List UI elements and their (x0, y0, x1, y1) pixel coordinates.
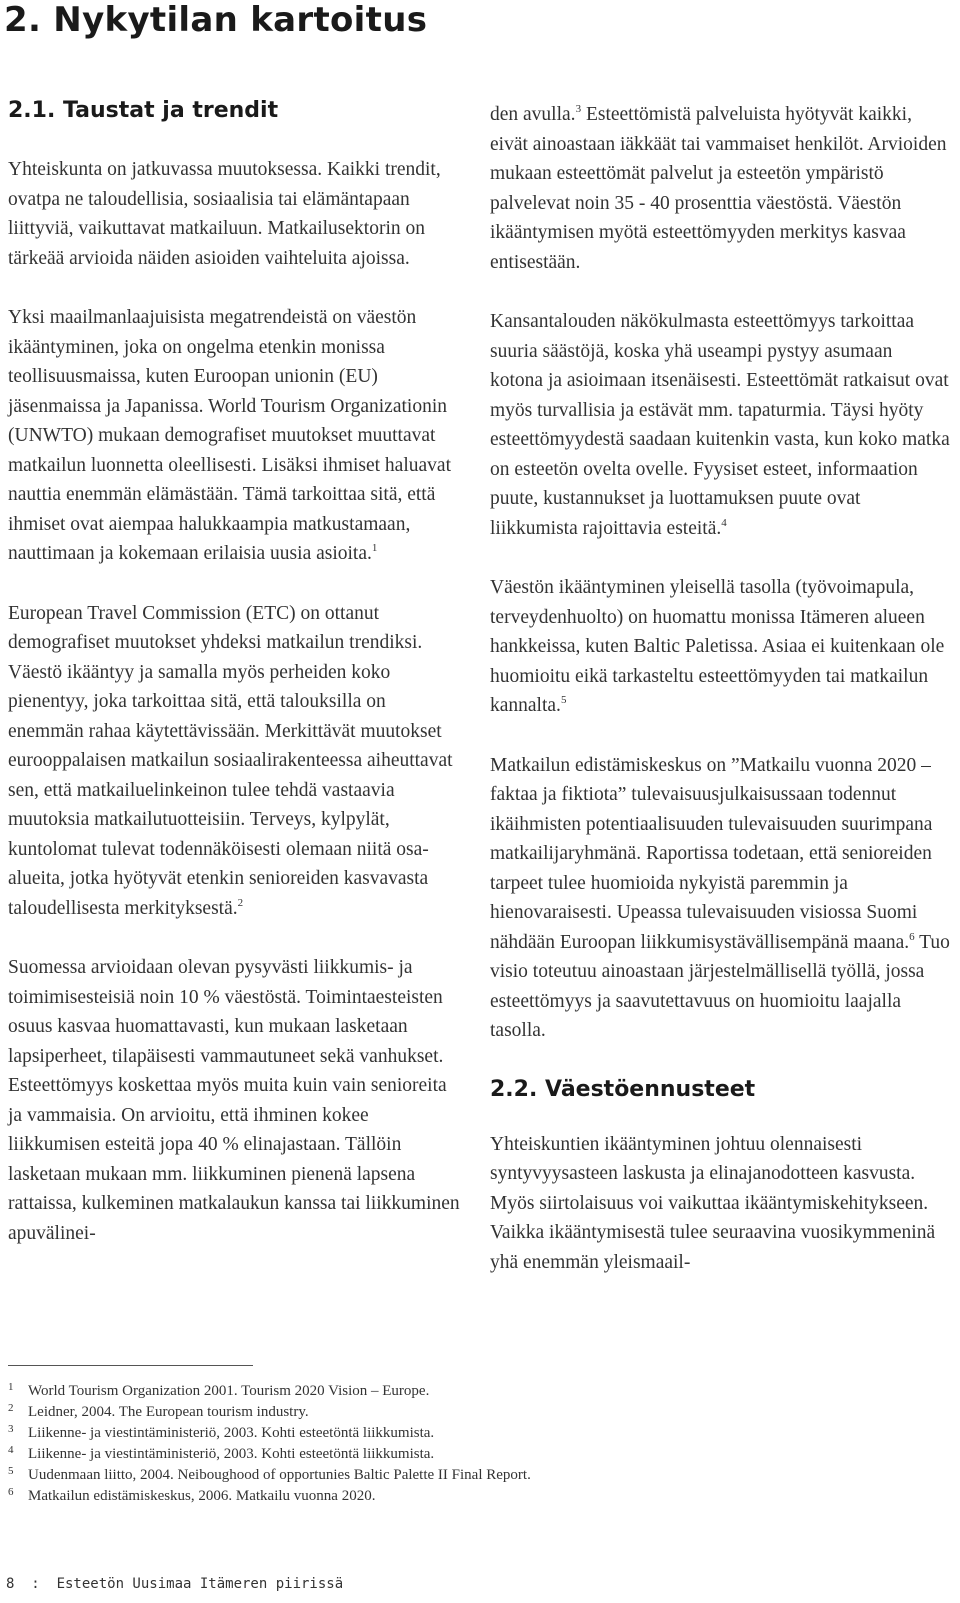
left-column (8, 155, 463, 1248)
section-title-vaestoennusteet: 2.2. Väestöennusteet (490, 1076, 756, 1102)
paragraph: Suomessa arvioidaan olevan pysyvästi liikkumis- ja toimimisesteisiä noin 10 % väestöstä. Toimintaesteisten osuus kasvaa huomattavasti, kun mukaan lasketaan lapsiperheet, tilapäisesti vammautuneet sekä vanhukset. Esteettömyys koskettaa myös muita kuin vain senioreita ja vammaisia. On arvioitu, että ihminen kokee liikkumisen esteitä jopa 40 % elinajastaan. Tällöin lasketaan mukaan mm. liikkuminen pienenä lapsena rattaissa, kulkeminen matkalaukun kanssa tai liikkuminen apuvälinei- (8, 957, 460, 1244)
paragraph: Yksi maailmanlaajuisista megatrendeistä on väestön ikääntyminen, joka on ongelma etenkin monissa teollisuusmaissa, kuten Euroopan unionin (EU) jäsenmaissa ja Japanissa. World Tourism Organizationin (UNWTO) mukaan demografiset muutokset muuttavat matkailun luonnetta oleellisesti. Lisäksi ihmiset haluavat nauttia enemmän elämästään. Tämä tarkoittaa sitä, että ihmiset ovat aiempaa halukkaampia matkustamaan, nauttimaan ja kokemaan erilaisia uusia asioita.$^1$ (8, 307, 451, 564)
paragraph: Kansantalouden näkökulmasta esteettömyys tarkoittaa suuria säästöjä, koska yhä useampi pystyy asumaan kotona ja asioimaan itsenäisesti. Esteettömät ratkaisut ovat myös turvallisia ja estävät mm. tapaturmia. Täysi hyöty esteettömyydestä saadaan kuitenkin vasta, kun koko matka on esteetön ovelta ovelle. Fyysiset esteet, informaation puute, kustannukset ja luottamuksen puute ovat liikkumista rajoittavia esteitä.$^4$ (490, 311, 950, 539)
paragraph: den avulla.$^3$ Esteettömistä palveluista hyötyvät kaikki, eivät ainoastaan iäkkäät tai vammaiset henkilöt. Arvioiden mukaan esteettömät palvelut ja esteetön ympäristö palvelevat noin 35 - 40 prosenttia väestöstä. Väestön ikääntymisen myötä esteettömyyden merkitys kasvaa entisestään. (490, 103, 947, 273)
footnote-ref: 2 (237, 896, 244, 909)
footnote-ref: 3 (575, 103, 582, 115)
footnote: 3 Liikenne- ja viestintäministeriö, 2003. Kohti esteetöntä liikkumista. (8, 1423, 435, 1441)
paragraph: Väestön ikääntyminen yleisellä tasolla (työvoimapula, terveydenhuolto) on huomattu monissa Itämeren alueen hankkeissa, kuten Baltic Paletissa. Asiaa ei kuitenkaan ole huomioitu eikä tarkasteltu esteettömyyden tai matkailun kannalta.$^5$ (490, 577, 945, 716)
footnote-ref: 6 (909, 930, 915, 943)
footnote: 4 Liikenne- ja viestintäministeriö, 2003. Kohti esteetöntä liikkumista. (8, 1444, 435, 1462)
footnote-ref: 5 (560, 694, 567, 706)
footnote: 1 World Tourism Organization 2001. Tourism 2020 Vision – Europe. (8, 1381, 430, 1399)
footnotes (8, 1381, 908, 1507)
paragraph: European Travel Commission (ETC) on ottanut demografiset muutokset yhdeksi matkailun trendiksi. Väestö ikääntyy ja samalla myös perheiden koko pienentyy, joka tarkoittaa sitä, että talouksilla on enemmän rahaa käytettävissään. Merkittävät muutokset eurooppalaisen matkailun sosiaalirakenteessa aiheuttavat sen, että matkailuelinkeinon tulee tehdä vastaavia muutoksia matkailutuotteisiin. Terveys, kylpylät, kuntolomat tulevat todennäköisesti olemaan niitä osa-alueita, jotka hyötyvät etenkin senioreiden kasvavasta taloudellisesta merkityksestä.$^2$ (8, 602, 453, 919)
footnote-ref: 1 (371, 542, 378, 554)
paragraph: Yhteiskunta on jatkuvassa muutoksessa. Kaikki trendit, ovatpa ne taloudellisia, sosiaalisia tai elämäntapaan liittyviä, vaikuttavat matkailuun. Matkailusektorin on tärkeää arvioida näiden asioiden vaihteluita ajoissa. (8, 159, 441, 269)
footnote: 6 Matkailun edistämiskeskus, 2006. Matkailu vuonna 2020. (8, 1486, 376, 1504)
footnote: 5 Uudenmaan liitto, 2004. Neiboughood of opportunies Baltic Palette II Final Report. (8, 1465, 531, 1483)
section-title-taustat: 2.1. Taustat ja trendit (8, 98, 279, 123)
page-footer: 8 : Esteetön Uusimaa Itämeren piirissä (6, 1576, 344, 1592)
right-column (490, 100, 950, 1277)
paragraph: Yhteiskuntien ikääntyminen johtuu olennaisesti syntyvyysasteen laskusta ja elinajanodotteen kasvusta. Myös siirtolaisuus voi vaikuttaa ikääntymiskehitykseen. Vaikka ikääntymisestä tulee seuraavina vuosikymmeninä yhä enemmän yleismaail- (490, 1133, 936, 1273)
page-heading: 2. Nykytilan kartoitus (4, 0, 428, 40)
footnote: 2 Leidner, 2004. The European tourism industry. (8, 1402, 309, 1420)
footnote-ref: 4 (721, 516, 727, 529)
paragraph: Matkailun edistämiskeskus on ”Matkailu vuonna 2020 – faktaa ja fiktiota” tulevaisuusjulkaisussaan todennut ikäihmisten potentiaalisuuden tulevaisuuden suurimpana matkailijaryhmänä. Raportissa todetaan, että senioreiden tarpeet tulee huomioida nykyistä paremmin ja hienovaraisesti. Upeassa tulevaisuuden visiossa Suomi nähdään Euroopan liikkumisystävällisempänä maana.$^6$ Tuo visio toteutuu ainoastaan järjestelmällisellä työllä, jossa esteettömyys ja saavutettavuus on huomioitu laajalla tasolla. (490, 754, 950, 1041)
footnote-divider (8, 1365, 253, 1366)
